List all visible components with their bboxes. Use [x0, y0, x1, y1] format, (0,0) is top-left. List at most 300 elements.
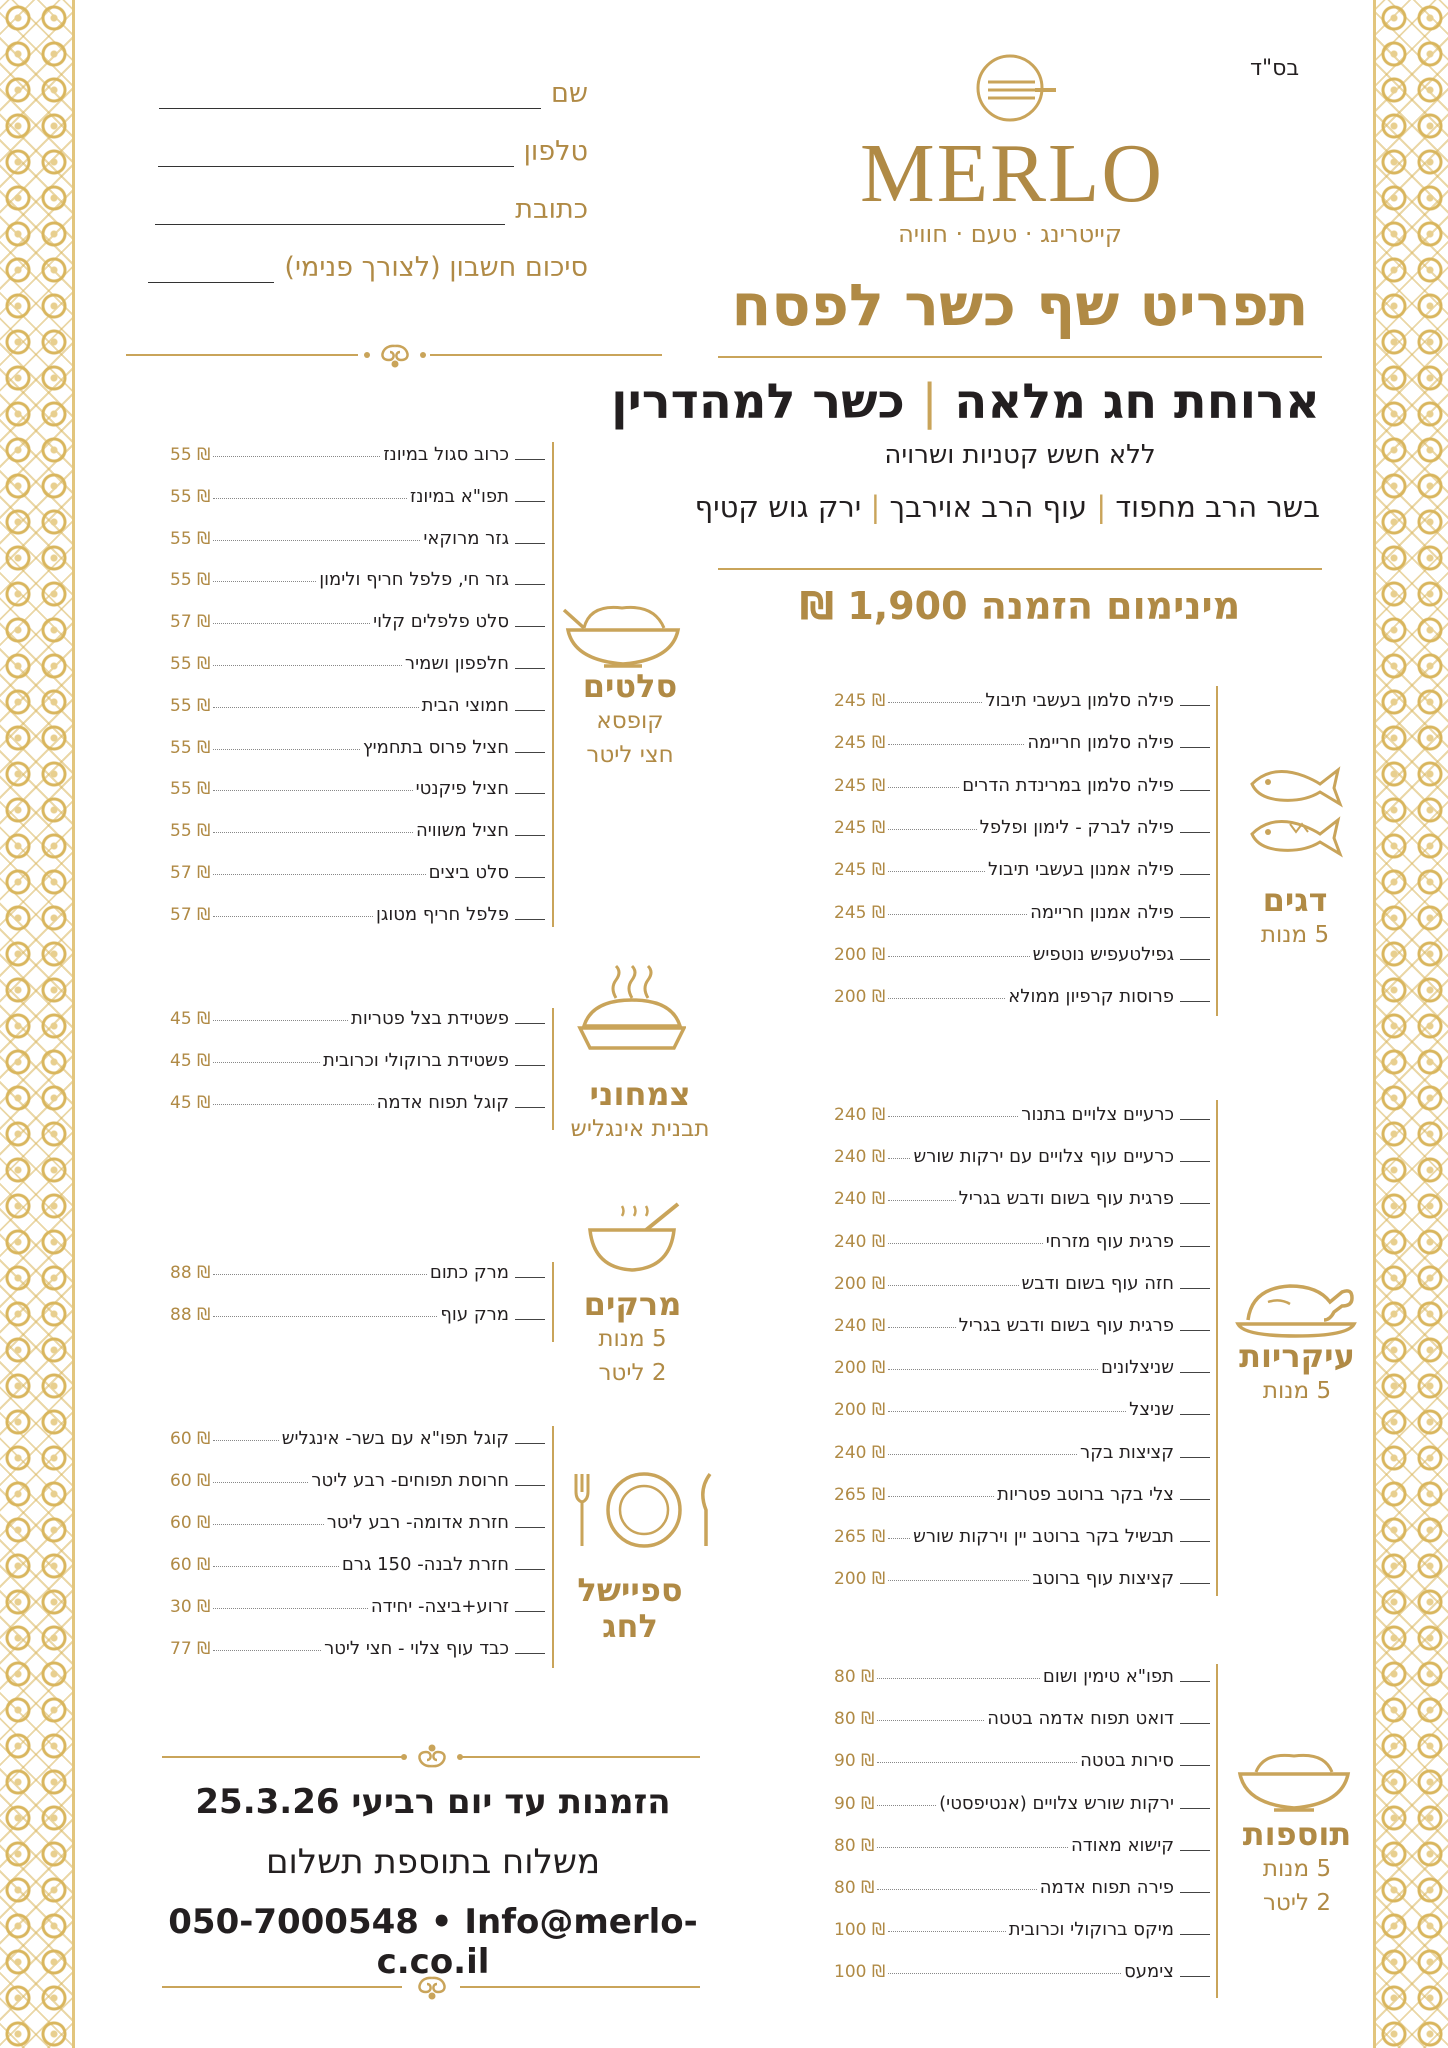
quantity-blank[interactable] — [1180, 1001, 1210, 1002]
leader-dots — [877, 1720, 984, 1721]
leader-dots — [213, 498, 407, 499]
quantity-blank[interactable] — [1180, 917, 1210, 918]
menu-item-price: 240 ₪ — [834, 1105, 886, 1125]
leader-dots — [213, 749, 360, 750]
bsd-mark: בס"ד — [1250, 56, 1300, 81]
fish-title: דגים — [1262, 881, 1328, 919]
quantity-blank[interactable] — [515, 1023, 545, 1024]
menu-item-row — [170, 737, 545, 758]
menu-item-row — [834, 1750, 1210, 1771]
quantity-blank[interactable] — [1180, 1161, 1210, 1162]
quantity-blank[interactable] — [515, 919, 545, 920]
leader-dots — [213, 623, 370, 624]
menu-item-price: 55 ₪ — [170, 779, 211, 800]
quantity-blank[interactable] — [1180, 1583, 1210, 1584]
footer-divider-right — [460, 1756, 700, 1758]
menu-item-name: תפו"א במיונז — [409, 485, 509, 507]
headline-kosher: כשר למהדרין — [611, 374, 905, 430]
leader-dots — [213, 707, 418, 708]
menu-item-row — [834, 1104, 1210, 1125]
soups-vline — [552, 1262, 554, 1342]
menu-item-row — [834, 902, 1210, 923]
menu-item-name: מרק עוף — [440, 1304, 509, 1325]
quantity-blank[interactable] — [515, 1653, 545, 1654]
mains-title: עיקריות — [1239, 1337, 1355, 1375]
leader-dots — [888, 1580, 1029, 1581]
menu-item-name: קציצות עוף ברוטב — [1032, 1568, 1174, 1590]
menu-item-row — [834, 1442, 1210, 1463]
footer-bottom-divider-right — [460, 1986, 700, 1988]
menu-item-row — [170, 611, 545, 632]
quantity-blank[interactable] — [515, 793, 545, 794]
special-category — [570, 1572, 690, 1644]
quantity-blank[interactable] — [515, 626, 545, 627]
sides-sub1: 5 מנות — [1262, 1856, 1332, 1882]
menu-item-row — [170, 1596, 545, 1617]
menu-item-price: 80 ₪ — [834, 1878, 875, 1898]
ornament-icon — [355, 340, 435, 370]
menu-item-price: 45 ₪ — [170, 1051, 211, 1071]
leader-dots — [888, 871, 985, 872]
menu-item-price: 200 ₪ — [834, 1569, 886, 1590]
menu-item-price: 200 ₪ — [834, 1273, 886, 1294]
quantity-blank[interactable] — [1180, 959, 1210, 960]
sides-list — [834, 1666, 1210, 1996]
salads-title: סלטים — [582, 667, 678, 705]
menu-item-row — [834, 1961, 1210, 1982]
menu-item-row — [170, 904, 545, 925]
menu-item-price: 200 ₪ — [834, 944, 886, 965]
menu-item-name: גזר מרוקאי — [423, 527, 509, 549]
quantity-blank[interactable] — [1180, 1330, 1210, 1331]
name-field[interactable] — [148, 78, 588, 109]
contact-info[interactable]: 050-7000548 • Info@merlo-c.co.il — [168, 1902, 698, 1982]
menu-item-row — [834, 1357, 1210, 1378]
leader-dots — [213, 540, 420, 541]
leader-dots — [213, 1566, 338, 1567]
menu-item-price: 265 ₪ — [834, 1527, 886, 1547]
quantity-blank[interactable] — [1180, 1892, 1210, 1893]
quantity-blank[interactable] — [1180, 1976, 1210, 1977]
quantity-blank[interactable] — [1180, 832, 1210, 833]
left-ornamental-border — [0, 0, 75, 2048]
menu-item-row — [834, 1484, 1210, 1505]
total-field[interactable] — [148, 252, 588, 283]
special-list — [170, 1428, 545, 1668]
menu-item-row — [170, 1092, 545, 1113]
menu-item-row — [170, 1638, 545, 1659]
soups-title: מרקים — [583, 1285, 682, 1323]
quantity-blank[interactable] — [1180, 874, 1210, 875]
leader-dots — [888, 1411, 1126, 1412]
quantity-blank[interactable] — [1180, 1457, 1210, 1458]
leader-dots — [213, 1104, 373, 1105]
salads-vline — [552, 442, 554, 927]
quantity-blank[interactable] — [1180, 705, 1210, 706]
quantity-blank[interactable] — [515, 543, 545, 544]
sides-title: תוספות — [1242, 1815, 1352, 1853]
quantity-blank[interactable] — [1180, 1850, 1210, 1851]
menu-item-price: 80 ₪ — [834, 1667, 875, 1687]
soups-category — [570, 1286, 695, 1390]
leader-dots — [888, 1200, 955, 1201]
leader-dots — [888, 956, 1029, 957]
menu-item-row — [170, 778, 545, 799]
menu-item-name: סלט ביצים — [428, 862, 509, 883]
leader-dots — [877, 1805, 936, 1806]
veg-title: צמחוני — [589, 1075, 691, 1113]
leader-dots — [213, 1062, 320, 1063]
mains-category — [1232, 1338, 1362, 1408]
menu-item-name: כבד עוף צלוי - חצי ליטר — [324, 1638, 509, 1659]
menu-item-name: קוגל תפו"א עם בשר- אינגליש — [281, 1428, 509, 1449]
menu-item-name: כרעיים עוף צלויים עם ירקות שורש — [913, 1146, 1174, 1168]
menu-item-row — [170, 1304, 545, 1325]
leader-dots — [213, 1650, 321, 1651]
quantity-blank[interactable] — [1180, 1765, 1210, 1766]
no-kitniyot-line: ללא חשש קטניות ושרויה — [884, 440, 1156, 470]
menu-item-price: 80 ₪ — [834, 1835, 875, 1856]
menu-item-row — [170, 1008, 545, 1029]
menu-item-name: חזה עוף בשום ודבש — [1021, 1272, 1174, 1294]
salads-list — [170, 444, 545, 924]
quantity-blank[interactable] — [1180, 790, 1210, 791]
menu-item-name: פילה סלמון במרינדת הדרים — [962, 774, 1174, 796]
cert-poultry: עוף הרב אוירבך — [889, 490, 1088, 524]
menu-item-row — [170, 1428, 545, 1449]
menu-item-row — [834, 775, 1210, 796]
menu-item-price: 100 ₪ — [834, 1962, 886, 1983]
menu-item-row — [170, 1554, 545, 1575]
phone-line[interactable] — [158, 164, 514, 167]
menu-item-price: 88 ₪ — [170, 1305, 211, 1325]
leader-dots — [213, 1020, 348, 1021]
headline — [611, 372, 1320, 432]
leader-dots — [213, 874, 425, 875]
leader-dots — [888, 1327, 955, 1328]
menu-item-name: פילה אמנון חריימה — [1030, 901, 1174, 923]
menu-item-row — [834, 1146, 1210, 1167]
salads-sub2: חצי ליטר — [586, 742, 674, 768]
menu-item-name: חרוסת תפוחים- רבע ליטר — [311, 1470, 509, 1491]
menu-item-price: 55 ₪ — [170, 528, 211, 549]
headline-separator: | — [921, 374, 938, 430]
quantity-blank[interactable] — [515, 668, 545, 669]
leader-dots — [213, 581, 316, 582]
quantity-blank[interactable] — [515, 501, 545, 502]
menu-item-price: 55 ₪ — [170, 737, 211, 758]
menu-item-row — [834, 690, 1210, 711]
menu-item-name: כרעיים צלויים בתנור — [1021, 1104, 1174, 1125]
rice-bowl-icon — [1234, 1746, 1354, 1814]
menu-item-price: 245 ₪ — [834, 691, 886, 711]
leader-dots — [213, 1316, 437, 1317]
menu-item-row — [834, 1877, 1210, 1898]
quantity-blank[interactable] — [1180, 1541, 1210, 1542]
menu-item-row — [834, 1188, 1210, 1209]
fish-list — [834, 690, 1210, 1016]
menu-item-name: חציל משוויה — [416, 820, 509, 842]
menu-item-row — [170, 486, 545, 507]
quantity-blank[interactable] — [1180, 1119, 1210, 1120]
menu-item-row — [834, 859, 1210, 880]
address-field[interactable] — [148, 194, 588, 225]
logo — [860, 52, 1164, 252]
menu-item-price: 55 ₪ — [170, 486, 211, 507]
menu-item-price: 57 ₪ — [170, 612, 211, 633]
right-ornamental-border — [1373, 0, 1448, 2048]
quantity-blank[interactable] — [1180, 1499, 1210, 1500]
menu-item-name: מיקס ברוקולי וכרובית — [1008, 1919, 1174, 1941]
total-line[interactable] — [148, 280, 274, 283]
plate-cutlery-icon — [570, 1470, 718, 1550]
roast-chicken-icon — [1234, 1270, 1358, 1340]
quantity-blank[interactable] — [515, 459, 545, 460]
leader-dots — [888, 1116, 1018, 1117]
leader-dots — [877, 1889, 1036, 1890]
leader-dots — [888, 1496, 994, 1497]
cert-meat: בשר הרב מחפוד — [1115, 490, 1320, 524]
leader-dots — [213, 790, 412, 791]
total-label: סיכום חשבון (לצורך פנימי) — [284, 252, 588, 283]
leader-dots — [213, 456, 380, 457]
veg-category — [555, 1076, 725, 1146]
pie-icon — [576, 962, 686, 1062]
leader-dots — [877, 1762, 1077, 1763]
quantity-blank[interactable] — [515, 1443, 545, 1444]
menu-item-price: 55 ₪ — [170, 821, 211, 842]
menu-item-name: פשטידת בצל פטריות — [351, 1008, 509, 1029]
menu-item-price: 200 ₪ — [834, 1400, 886, 1421]
menu-item-name: שניצלונים — [1101, 1357, 1174, 1379]
menu-item-price: 245 ₪ — [834, 817, 886, 838]
phone-field[interactable] — [148, 136, 588, 167]
form-divider-left — [126, 354, 358, 356]
quantity-blank[interactable] — [515, 1277, 545, 1278]
menu-item-name: מרק כתום — [429, 1262, 509, 1283]
menu-item-row — [834, 1666, 1210, 1687]
sides-category — [1234, 1816, 1360, 1920]
leader-dots — [888, 1285, 1018, 1286]
sides-sub2: 2 ליטר — [1262, 1890, 1332, 1916]
quantity-blank[interactable] — [1180, 1372, 1210, 1373]
menu-item-name: חזרת לבנה- 150 גרם — [341, 1554, 509, 1575]
leader-dots — [213, 1524, 323, 1525]
menu-item-name: חמוצי הבית — [421, 694, 509, 716]
menu-item-price: 245 ₪ — [834, 775, 886, 796]
leader-dots — [888, 829, 976, 830]
quantity-blank[interactable] — [515, 1569, 545, 1570]
leader-dots — [888, 1538, 910, 1539]
soups-sub1: 5 מנות — [598, 1326, 667, 1352]
minimum-order: מינימום הזמנה 1,900 ₪ — [799, 584, 1241, 628]
menu-item-row — [834, 732, 1210, 753]
leader-dots — [888, 1931, 1006, 1932]
leader-dots — [213, 916, 373, 917]
fish-category — [1240, 882, 1350, 952]
menu-item-name: פילה סלמון בעשבי תיבול — [985, 690, 1174, 711]
menu-item-price: 77 ₪ — [170, 1639, 211, 1659]
menu-item-price: 240 ₪ — [834, 1442, 886, 1463]
fish-icon — [1244, 758, 1344, 858]
menu-item-price: 200 ₪ — [834, 987, 886, 1008]
menu-item-row — [170, 1050, 545, 1071]
quantity-blank[interactable] — [1180, 1723, 1210, 1724]
phone-label: טלפון — [523, 136, 588, 167]
quantity-blank[interactable] — [515, 1485, 545, 1486]
cert-sep: | — [870, 490, 881, 524]
menu-item-row — [834, 1231, 1210, 1252]
menu-item-row — [170, 1512, 545, 1533]
menu-item-name: תפו"א טימין ושום — [1042, 1666, 1174, 1687]
certifications — [694, 490, 1320, 524]
menu-item-row — [170, 569, 545, 590]
leader-dots — [213, 1608, 367, 1609]
menu-item-name: חציל פרוס בתחמיץ — [362, 736, 509, 758]
form-divider-right — [430, 354, 662, 356]
salad-bowl-icon — [560, 598, 686, 674]
menu-item-price: 60 ₪ — [170, 1429, 211, 1449]
leader-dots — [888, 1158, 910, 1159]
name-line[interactable] — [159, 106, 541, 109]
menu-item-price: 80 ₪ — [834, 1709, 875, 1730]
sides-vline — [1216, 1664, 1218, 1998]
menu-item-row — [170, 444, 545, 465]
menu-item-name: סירות בטטה — [1080, 1750, 1174, 1772]
leader-dots — [888, 998, 1005, 999]
menu-item-row — [170, 695, 545, 716]
quantity-blank[interactable] — [1180, 1681, 1210, 1682]
menu-item-name: זרוע+ביצה- יחידה — [370, 1596, 509, 1617]
leader-dots — [888, 914, 1027, 915]
quantity-blank[interactable] — [1180, 1246, 1210, 1247]
leader-dots — [213, 1482, 308, 1483]
leader-dots — [877, 1678, 1040, 1679]
ornament-icon — [392, 1972, 472, 2002]
menu-item-name: פרגית עוף בשום ודבש בגריל — [958, 1188, 1174, 1210]
menu-item-price: 60 ₪ — [170, 1555, 211, 1575]
cert-vegetables: ירק גוש קטיף — [694, 490, 862, 524]
menu-item-name: חזרת אדומה- רבע ליטר — [326, 1512, 509, 1533]
fish-vline — [1216, 686, 1218, 1016]
mains-sub1: 5 מנות — [1262, 1378, 1332, 1404]
footer-bottom-divider-left — [162, 1986, 402, 1988]
menu-item-price: 240 ₪ — [834, 1231, 886, 1252]
menu-item-name: חלפפון ושמיר — [404, 653, 509, 674]
quantity-blank[interactable] — [515, 1527, 545, 1528]
ornament-icon — [392, 1742, 472, 1772]
quantity-blank[interactable] — [1180, 1808, 1210, 1809]
quantity-blank[interactable] — [1180, 1203, 1210, 1204]
leader-dots — [888, 1243, 1043, 1244]
quantity-blank[interactable] — [515, 1611, 545, 1612]
fish-sub1: 5 מנות — [1260, 922, 1330, 948]
special-vline — [552, 1426, 554, 1668]
menu-item-name: גפילטעפיש נוטפיש — [1032, 943, 1174, 965]
cert-sep: | — [1096, 490, 1107, 524]
quantity-blank[interactable] — [1180, 1288, 1210, 1289]
quantity-blank[interactable] — [515, 1065, 545, 1066]
menu-item-price: 90 ₪ — [834, 1793, 875, 1814]
name-label: שם — [550, 78, 588, 109]
menu-item-price: 245 ₪ — [834, 902, 886, 923]
menu-item-name: קציצות בקר — [1080, 1441, 1174, 1463]
menu-item-name: קישוא מאודה — [1071, 1834, 1174, 1856]
quantity-blank[interactable] — [1180, 747, 1210, 748]
veg-sub1: תבנית אינגליש — [570, 1116, 710, 1142]
cert-divider — [718, 568, 1322, 570]
leader-dots — [888, 1973, 1121, 1974]
menu-item-name: פרגית עוף מזרחי — [1045, 1230, 1174, 1252]
leader-dots — [888, 702, 982, 703]
menu-item-row — [170, 820, 545, 841]
menu-item-row — [834, 1919, 1210, 1940]
quantity-blank[interactable] — [515, 877, 545, 878]
quantity-blank[interactable] — [1180, 1414, 1210, 1415]
logo-tagline: קייטרינג · טעם · חוויה — [898, 220, 1122, 248]
menu-item-name: חציל פיקנטי — [415, 778, 509, 800]
address-line[interactable] — [155, 222, 505, 225]
logo-name: MERLO — [860, 127, 1164, 220]
menu-item-price: 245 ₪ — [834, 860, 886, 881]
salads-category — [560, 668, 700, 772]
menu-item-name: פירה תפוח אדמה — [1039, 1877, 1174, 1898]
menu-item-price: 45 ₪ — [170, 1009, 211, 1029]
menu-item-price: 100 ₪ — [834, 1920, 886, 1941]
leader-dots — [213, 832, 413, 833]
menu-item-row — [834, 1835, 1210, 1856]
menu-item-name: פרוסות קרפיון ממולא — [1008, 986, 1174, 1008]
menu-item-name: פילה אמנון בעשבי תיבול — [988, 859, 1174, 881]
quantity-blank[interactable] — [515, 584, 545, 585]
menu-item-name: סלט פלפלים קלוי — [373, 611, 509, 633]
quantity-blank[interactable] — [515, 710, 545, 711]
leader-dots — [213, 1274, 427, 1275]
quantity-blank[interactable] — [515, 1107, 545, 1108]
menu-item-price: 55 ₪ — [170, 570, 211, 591]
menu-item-price: 240 ₪ — [834, 1316, 886, 1336]
soups-sub2: 2 ליטר — [598, 1360, 667, 1386]
menu-item-price: 55 ₪ — [170, 445, 211, 465]
quantity-blank[interactable] — [515, 1319, 545, 1320]
menu-item-price: 88 ₪ — [170, 1263, 211, 1283]
menu-item-price: 55 ₪ — [170, 695, 211, 716]
menu-item-row — [834, 817, 1210, 838]
menu-item-name: כרוב סגול במיונז — [383, 444, 509, 465]
menu-item-row — [834, 1273, 1210, 1294]
quantity-blank[interactable] — [515, 752, 545, 753]
leader-dots — [213, 665, 402, 666]
order-deadline: הזמנות עד יום רביעי 25.3.26 — [195, 1782, 671, 1822]
menu-item-price: 240 ₪ — [834, 1147, 886, 1168]
veg-vline — [552, 1008, 554, 1130]
mains-list — [834, 1104, 1210, 1594]
quantity-blank[interactable] — [515, 835, 545, 836]
menu-item-name: שניצל — [1129, 1399, 1174, 1421]
menu-item-name: פרגית עוף בשום ודבש בגריל — [958, 1315, 1174, 1336]
menu-item-name: פילה לברק - לימון ופלפל — [979, 816, 1174, 838]
special-title-1: ספיישל — [577, 1571, 683, 1609]
menu-item-row — [170, 528, 545, 549]
quantity-blank[interactable] — [1180, 1934, 1210, 1935]
menu-item-name: פלפל חריף מטוגן — [376, 903, 509, 925]
menu-item-price: 60 ₪ — [170, 1471, 211, 1491]
menu-item-row — [834, 1526, 1210, 1547]
menu-item-price: 57 ₪ — [170, 863, 211, 883]
mains-vline — [1216, 1100, 1218, 1596]
menu-item-row — [170, 653, 545, 674]
footer-divider-left — [162, 1756, 402, 1758]
